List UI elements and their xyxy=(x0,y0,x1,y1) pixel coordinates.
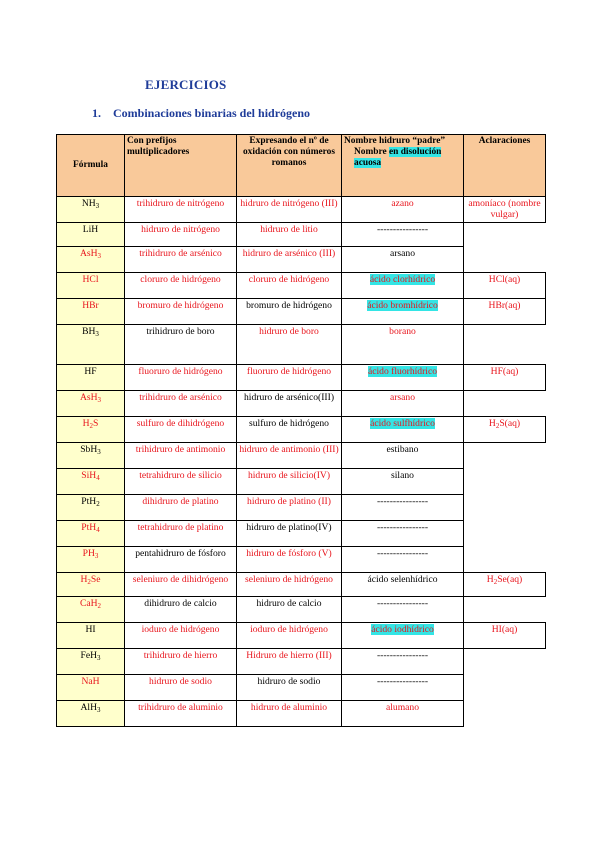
hidruro-text: ácido clorhídrico xyxy=(369,274,436,285)
cell-formula xyxy=(57,597,125,623)
cell-romanos: bromuro de hidrógeno xyxy=(237,299,342,325)
cell-romanos: ioduro de hidrógeno xyxy=(237,623,342,649)
formula-subscript: 2 xyxy=(97,602,102,610)
cell-hidruro xyxy=(342,623,464,649)
cell-prefijos: trihidruro de arsénico xyxy=(125,391,237,417)
cell-hidruro xyxy=(342,247,464,273)
cell-aclaraciones xyxy=(464,391,546,417)
formula-subscript: 3 xyxy=(97,448,101,456)
aclaracion-text: H xyxy=(486,574,494,585)
cell-hidruro xyxy=(342,197,464,223)
table-row xyxy=(57,299,546,325)
formula-subscript: 3 xyxy=(95,330,99,338)
cell-romanos: hidruro de silicio(IV) xyxy=(237,469,342,495)
formula-text: PH xyxy=(82,548,95,559)
formula-text: H xyxy=(80,574,88,585)
cell-romanos: seleniuro de hidrógeno xyxy=(237,573,342,597)
cell-formula xyxy=(57,197,125,223)
cell-romanos: hidruro de fósforo (V) xyxy=(237,547,342,573)
formula-subscript: 3 xyxy=(97,654,101,662)
cell-aclaraciones xyxy=(464,325,546,365)
cell-formula xyxy=(57,325,125,365)
table-row xyxy=(57,495,546,521)
cell-romanos: hidruro de arsénico(III) xyxy=(237,391,342,417)
cell-romanos: cloruro de hidrógeno xyxy=(237,273,342,299)
formula-subscript: 3 xyxy=(94,552,99,560)
cell-prefijos: trihidruro de antimonio xyxy=(125,443,237,469)
table-row xyxy=(57,247,546,273)
cell-prefijos: trihidruro de hierro xyxy=(125,649,237,675)
cell-prefijos: seleniuro de dihidrógeno xyxy=(125,573,237,597)
cell-hidruro xyxy=(342,443,464,469)
cell-aclaraciones xyxy=(464,197,546,223)
section-number: 1. xyxy=(92,106,101,120)
cell-formula xyxy=(57,469,125,495)
cell-aclaraciones xyxy=(464,443,546,469)
hidruro-text: arsano xyxy=(389,248,416,259)
cell-aclaraciones xyxy=(464,469,546,495)
cell-formula xyxy=(57,417,125,443)
cell-hidruro xyxy=(342,469,464,495)
aclaracion-text: H xyxy=(488,418,496,429)
cell-hidruro xyxy=(342,597,464,623)
table-row xyxy=(57,469,546,495)
aclaracion-text: amoníaco (nombre vulgar) xyxy=(468,198,541,220)
formula-text: LiH xyxy=(82,224,99,235)
aclaracion-tail: S(aq) xyxy=(499,418,521,429)
table-row xyxy=(57,391,546,417)
cell-aclaraciones xyxy=(464,247,546,273)
cell-prefijos: tetrahidruro de silicio xyxy=(125,469,237,495)
cell-prefijos: trihidruro de aluminio xyxy=(125,701,237,727)
hidruro-text: arsano xyxy=(389,392,416,403)
cell-hidruro xyxy=(342,365,464,391)
cell-formula xyxy=(57,299,125,325)
hidruro-text: ---------------- xyxy=(376,496,429,507)
formula-subscript: 3 xyxy=(95,202,100,210)
header-hidruro-line3: en disolución acuosa xyxy=(354,147,442,168)
cell-romanos: hidruro de sodio xyxy=(237,675,342,701)
cell-prefijos: fluoruro de hidrógeno xyxy=(125,365,237,391)
cell-hidruro xyxy=(342,417,464,443)
formula-subscript: 3 xyxy=(97,396,102,404)
cell-prefijos: pentahidruro de fósforo xyxy=(125,547,237,573)
cell-romanos: sulfuro de hidrógeno xyxy=(237,417,342,443)
table-row xyxy=(57,417,546,443)
header-romanos: Expresando el nº de oxidación con números romanos xyxy=(237,135,342,197)
cell-prefijos: sulfuro de dihidrógeno xyxy=(125,417,237,443)
formula-text: CaH xyxy=(79,598,98,609)
hidruro-text: ácido fluorhídrico xyxy=(368,366,437,377)
formula-subscript: 2 xyxy=(87,578,91,586)
formula-text: SbH xyxy=(80,444,98,455)
header-formula: Fórmula xyxy=(57,135,125,197)
formula-text: FeH xyxy=(80,650,98,661)
cell-hidruro xyxy=(342,299,464,325)
cell-formula xyxy=(57,573,125,597)
cell-aclaraciones xyxy=(464,573,546,597)
formula-subscript: 4 xyxy=(96,526,100,534)
section-label: Combinaciones binarias del hidrógeno xyxy=(113,106,311,120)
header-hidruro-line2: Nombre xyxy=(354,147,387,157)
cell-hidruro xyxy=(342,325,464,365)
formula-text: AlH xyxy=(80,702,98,713)
table-row xyxy=(57,573,546,597)
cell-aclaraciones xyxy=(464,417,546,443)
cell-aclaraciones xyxy=(464,597,546,623)
cell-formula xyxy=(57,701,125,727)
aclaracion-subscript: 2 xyxy=(493,578,498,586)
formula-subscript: 2 xyxy=(96,500,100,508)
cell-prefijos: trihidruro de arsénico xyxy=(125,247,237,273)
hidruro-text: alumano xyxy=(385,702,420,713)
aclaracion-text: HI(aq) xyxy=(491,624,518,635)
formula-text: BH xyxy=(82,326,96,337)
table-body xyxy=(57,197,546,727)
cell-prefijos: hidruro de nitrógeno xyxy=(125,223,237,247)
formula-subscript: 3 xyxy=(97,252,102,260)
hidruro-text: ---------------- xyxy=(376,224,429,235)
cell-romanos: hidruro de calcio xyxy=(237,597,342,623)
cell-hidruro xyxy=(342,521,464,547)
aclaracion-tail: Se(aq) xyxy=(497,574,523,585)
formula-text: H xyxy=(82,418,90,429)
cell-romanos: hidruro de arsénico (III) xyxy=(237,247,342,273)
section-heading xyxy=(92,106,310,121)
table-row xyxy=(57,223,546,247)
cell-romanos: fluoruro de hidrógeno xyxy=(237,365,342,391)
formula-text: PtH xyxy=(81,496,97,507)
formula-text: SiH xyxy=(81,470,97,481)
cell-aclaraciones xyxy=(464,365,546,391)
table-row xyxy=(57,649,546,675)
cell-aclaraciones xyxy=(464,223,546,247)
cell-formula xyxy=(57,247,125,273)
hidruro-text: ---------------- xyxy=(376,676,429,687)
hidruro-text: ácido iodhídrico xyxy=(371,624,434,635)
table-row xyxy=(57,273,546,299)
formula-text: NH xyxy=(81,198,96,209)
formula-text: AsH xyxy=(79,392,98,403)
cell-romanos: hidruro de aluminio xyxy=(237,701,342,727)
hidruro-text: ácido sulfhídrico xyxy=(370,418,435,429)
cell-hidruro xyxy=(342,547,464,573)
aclaracion-subscript: 2 xyxy=(495,422,500,430)
hidruro-text: ácido bromhídrico xyxy=(367,300,438,311)
header-hidruro-line1: Nombre hidruro “padre” xyxy=(344,136,446,146)
table-row xyxy=(57,547,546,573)
formula-text: HF xyxy=(84,366,97,377)
cell-formula xyxy=(57,521,125,547)
table-row xyxy=(57,521,546,547)
hidruro-text: azano xyxy=(391,198,414,209)
cell-prefijos: dihidruro de calcio xyxy=(125,597,237,623)
cell-formula xyxy=(57,443,125,469)
header-prefijos: Con prefijos multiplicadores xyxy=(125,135,237,197)
cell-prefijos: hidruro de sodio xyxy=(125,675,237,701)
cell-prefijos: cloruro de hidrógeno xyxy=(125,273,237,299)
cell-aclaraciones xyxy=(464,649,546,675)
cell-romanos: hidruro de platino (II) xyxy=(237,495,342,521)
cell-formula xyxy=(57,675,125,701)
aclaracion-text: HBr(aq) xyxy=(488,300,521,311)
hidruro-text: ---------------- xyxy=(376,548,429,559)
formula-tail: S xyxy=(93,418,99,429)
formula-text: AsH xyxy=(79,248,98,259)
cell-aclaraciones xyxy=(464,701,546,727)
cell-aclaraciones xyxy=(464,273,546,299)
hidruro-text: ---------------- xyxy=(376,598,429,609)
cell-formula xyxy=(57,223,125,247)
hidruro-text: borano xyxy=(389,326,416,337)
table-row xyxy=(57,197,546,223)
cell-hidruro xyxy=(342,273,464,299)
cell-formula xyxy=(57,391,125,417)
formula-text: HCl xyxy=(82,274,99,285)
cell-romanos: Hidruro de hierro (III) xyxy=(237,649,342,675)
hydrides-table xyxy=(56,134,546,727)
formula-text: PtH xyxy=(81,522,97,533)
formula-subscript: 4 xyxy=(96,474,100,482)
cell-aclaraciones xyxy=(464,623,546,649)
table-row xyxy=(57,325,546,365)
cell-hidruro xyxy=(342,649,464,675)
cell-romanos: hidruro de litio xyxy=(237,223,342,247)
cell-hidruro xyxy=(342,675,464,701)
table-row xyxy=(57,597,546,623)
cell-aclaraciones xyxy=(464,495,546,521)
cell-romanos: hidruro de nitrógeno (III) xyxy=(237,197,342,223)
page-title: EJERCICIOS xyxy=(145,77,227,92)
cell-prefijos: trihidruro de boro xyxy=(125,325,237,365)
table-row xyxy=(57,623,546,649)
cell-romanos: hidruro de platino(IV) xyxy=(237,521,342,547)
hidruro-text: ---------------- xyxy=(376,522,429,533)
cell-hidruro xyxy=(342,391,464,417)
cell-hidruro xyxy=(342,573,464,597)
cell-hidruro xyxy=(342,223,464,247)
cell-aclaraciones xyxy=(464,547,546,573)
cell-aclaraciones xyxy=(464,299,546,325)
aclaracion-text: HF(aq) xyxy=(490,366,519,377)
cell-formula xyxy=(57,273,125,299)
header-hidruro xyxy=(342,135,464,197)
cell-aclaraciones xyxy=(464,675,546,701)
cell-prefijos: trihidruro de nitrógeno xyxy=(125,197,237,223)
formula-subscript: 2 xyxy=(89,422,94,430)
cell-aclaraciones xyxy=(464,521,546,547)
cell-hidruro xyxy=(342,701,464,727)
aclaracion-text: HCl(aq) xyxy=(488,274,521,285)
cell-formula xyxy=(57,623,125,649)
cell-formula xyxy=(57,495,125,521)
table-row xyxy=(57,365,546,391)
table-row xyxy=(57,443,546,469)
formula-subscript: 3 xyxy=(97,706,101,714)
hidruro-text: ---------------- xyxy=(376,650,429,661)
hidruro-text: silano xyxy=(391,470,414,481)
header-aclaraciones: Aclaraciones xyxy=(464,135,546,197)
formula-text: HBr xyxy=(82,300,99,311)
hidruro-text: estibano xyxy=(386,444,419,455)
cell-prefijos: ioduro de hidrógeno xyxy=(125,623,237,649)
cell-prefijos: dihidruro de platino xyxy=(125,495,237,521)
cell-romanos: hidruro de antimonio (III) xyxy=(237,443,342,469)
cell-formula xyxy=(57,649,125,675)
table-row xyxy=(57,701,546,727)
formula-text: NaH xyxy=(81,676,100,687)
cell-hidruro xyxy=(342,495,464,521)
cell-formula xyxy=(57,547,125,573)
cell-formula xyxy=(57,365,125,391)
formula-text: HI xyxy=(85,624,96,635)
hidruro-text: ácido selenhídrico xyxy=(367,574,438,585)
table-row xyxy=(57,675,546,701)
cell-romanos: hidruro de boro xyxy=(237,325,342,365)
cell-prefijos: bromuro de hidrógeno xyxy=(125,299,237,325)
formula-tail: Se xyxy=(90,574,101,585)
cell-prefijos: tetrahidruro de platino xyxy=(125,521,237,547)
